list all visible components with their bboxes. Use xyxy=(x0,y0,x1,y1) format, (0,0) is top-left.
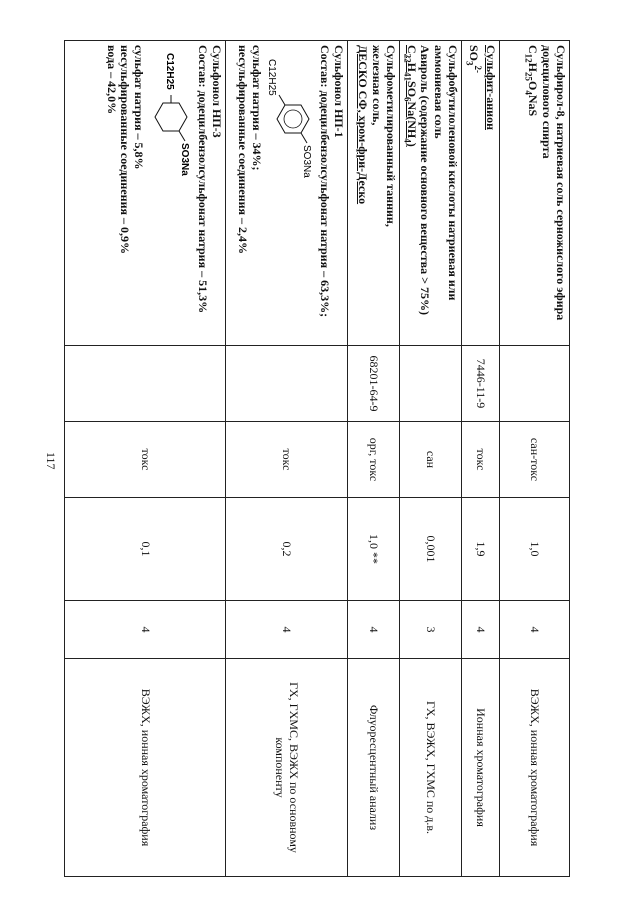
limit-value: 0,2 xyxy=(225,498,347,601)
substituent-label: SO3Na xyxy=(179,143,191,176)
substituent-label: C12H25 xyxy=(164,53,176,90)
substance-name: Сульфобутилоленовой кислоты натриевая или аммониевая соль xyxy=(432,45,460,301)
substances-table xyxy=(64,40,570,877)
substance-name: Сульфит-анион xyxy=(484,45,498,130)
cas-number xyxy=(399,346,461,422)
table-row xyxy=(399,41,461,877)
substance-name: железная соль, xyxy=(370,45,385,126)
hazard-sign: сан-токс xyxy=(500,422,570,498)
substance-name: ДЕСКО СФ, хром-фри-Деско xyxy=(356,45,371,205)
substance-name-cell xyxy=(500,41,570,346)
substance-name: Сульфонол НП-3 xyxy=(209,45,224,138)
limit-value: 1,0 xyxy=(500,498,570,601)
table-row xyxy=(64,41,225,877)
limit-value: 0,001 xyxy=(399,498,461,601)
composition-line: несульфированные соединения – 0,9% xyxy=(118,45,133,254)
hazard-sign: сан xyxy=(399,422,461,498)
substance-formula: $C_{12}H_{25}O_4NaS$ xyxy=(524,45,541,117)
hazard-class: 4 xyxy=(347,601,399,659)
limit-value: 1,9 xyxy=(462,498,500,601)
cas-number xyxy=(500,346,570,422)
substance-formula: $C_{22}H_{41}SO_6Na(NH_4)$ xyxy=(402,45,419,147)
benzene-ring-structure xyxy=(147,45,193,195)
hazard-sign: токс xyxy=(462,422,500,498)
table-row xyxy=(225,41,347,877)
limit-value: 0,1 xyxy=(64,498,225,601)
table-row xyxy=(462,41,500,877)
cas-number xyxy=(225,346,347,422)
analysis-method: Ионная хроматография xyxy=(462,659,500,877)
hazard-class: 4 xyxy=(500,601,570,659)
analysis-method: Флуоресцентный анализ xyxy=(347,659,399,877)
limit-value: 1,0 ** xyxy=(347,498,399,601)
substance-name-cell xyxy=(64,41,225,346)
substance-name: Сульфометилированный таннин, xyxy=(383,45,398,227)
substituent-label: SO3Na xyxy=(301,145,313,178)
substance-name-cell xyxy=(347,41,399,346)
substance-name: Авироль (содержание основного вещества > 75%) xyxy=(418,45,433,315)
hazard-class: 3 xyxy=(399,601,461,659)
cas-number: 68201-64-9 xyxy=(347,346,399,422)
substance-name: Состав: додецилбензолсульфонат натрия – 51,3% xyxy=(196,45,211,314)
substituent-label: C12H25 xyxy=(266,59,278,96)
substance-name: Сульфирол-8, натриевая соль серножислого эфира xyxy=(554,45,568,321)
benzene-ring-structure xyxy=(265,45,315,195)
hazard-class: 4 xyxy=(462,601,500,659)
analysis-method: ГХ, ВЭЖХ, ГХМС по д.в. xyxy=(399,659,461,877)
substance-name-cell xyxy=(225,41,347,346)
hazard-sign: токс xyxy=(225,422,347,498)
analysis-method: ВЭЖХ, ионная хроматография xyxy=(64,659,225,877)
hazard-sign: орг, токс xyxy=(347,422,399,498)
cas-number: 7446-11-9 xyxy=(462,346,500,422)
substance-name-cell xyxy=(462,41,500,346)
substance-name: Состав: додецилбензолсульфонат натрия – 63,3%; xyxy=(318,45,333,318)
page-number: 117 xyxy=(44,452,58,470)
analysis-method: ВЭЖХ, ионная хроматография xyxy=(500,659,570,877)
analysis-method: ГХ, ГХМС, ВЭЖХ по основному компоненту xyxy=(225,659,347,877)
hazard-class: 4 xyxy=(64,601,225,659)
composition-line: вода – 42,0% xyxy=(104,45,119,115)
substance-name: додецилового спирта xyxy=(540,45,555,159)
table-row xyxy=(500,41,570,877)
composition-line: сульфат натрия – 5,8% xyxy=(132,45,147,170)
composition-line: сульфат натрия – 34%; xyxy=(250,45,265,171)
hazard-sign: токс xyxy=(64,422,225,498)
hazard-class: 4 xyxy=(225,601,347,659)
composition-line: несульфированные соединения – 2,4% xyxy=(236,45,251,254)
rotated-table-container xyxy=(73,40,570,876)
substance-name: Сульфонол НП-1 xyxy=(331,45,346,138)
substance-formula: $SO_3^{2-}$ xyxy=(464,45,484,74)
table-row xyxy=(347,41,399,877)
cas-number xyxy=(64,346,225,422)
substance-name-cell xyxy=(399,41,461,346)
